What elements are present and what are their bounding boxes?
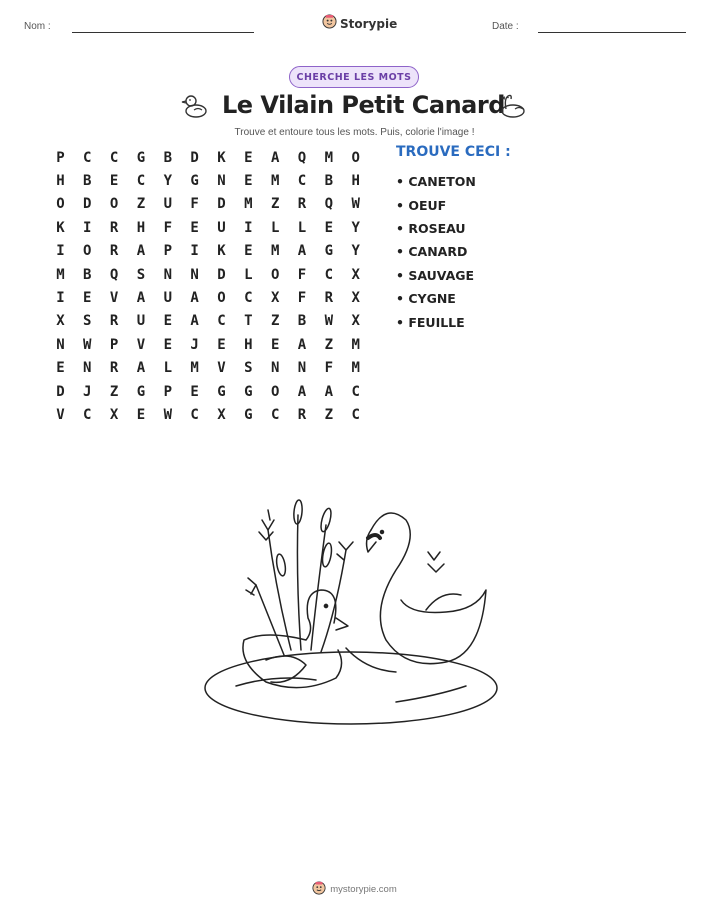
brand-logo — [322, 14, 397, 33]
grid-cell[interactable]: S — [83, 313, 92, 330]
grid-cell[interactable]: G — [324, 243, 334, 260]
grid-cell[interactable]: M — [56, 266, 65, 283]
grid-cell[interactable]: F — [190, 196, 199, 213]
grid-cell[interactable]: N — [270, 360, 280, 377]
grid-cell[interactable]: L — [270, 219, 280, 236]
duck-icon — [498, 91, 528, 125]
grid-cell[interactable]: E — [217, 336, 226, 353]
grid-cell[interactable]: X — [217, 406, 226, 423]
grid-cell[interactable]: N — [297, 360, 307, 377]
grid-cell[interactable]: W — [83, 336, 92, 353]
word-list-item: • SAUVAGE — [396, 267, 475, 283]
grid-cell[interactable]: J — [83, 383, 92, 400]
grid-cell[interactable]: E — [109, 173, 119, 190]
grid-cell[interactable]: Z — [270, 313, 280, 330]
grid-cell[interactable]: B — [324, 173, 334, 190]
grid-cell[interactable]: R — [297, 196, 307, 213]
grid-cell[interactable]: O — [217, 290, 226, 307]
storypie-logo-icon — [322, 14, 337, 33]
grid-cell[interactable]: O — [270, 383, 280, 400]
wordlist-title: TROUVE CECI : — [396, 144, 511, 160]
grid-row — [47, 403, 369, 426]
grid-cell[interactable]: C — [83, 406, 92, 423]
grid-row — [47, 263, 369, 286]
grid-cell[interactable]: S — [244, 360, 253, 377]
grid-cell[interactable]: E — [83, 290, 92, 307]
grid-cell[interactable]: R — [109, 360, 119, 377]
grid-cell[interactable]: K — [217, 149, 226, 166]
grid-cell[interactable]: D — [190, 149, 199, 166]
grid-cell[interactable]: S — [136, 266, 146, 283]
grid-cell[interactable]: C — [351, 406, 360, 423]
grid-cell[interactable]: F — [324, 360, 334, 377]
grid-row — [47, 357, 369, 380]
grid-cell[interactable]: U — [136, 313, 146, 330]
grid-cell[interactable]: A — [297, 336, 307, 353]
grid-cell[interactable]: G — [244, 406, 253, 423]
grid-row — [47, 146, 369, 169]
word-list — [396, 170, 476, 334]
grid-cell[interactable]: H — [351, 173, 360, 190]
grid-cell[interactable]: E — [244, 243, 253, 260]
grid-cell[interactable]: C — [351, 383, 360, 400]
grid-row — [47, 380, 369, 403]
grid-row — [47, 169, 369, 192]
grid-cell[interactable]: M — [270, 173, 280, 190]
grid-cell[interactable]: D — [217, 266, 226, 283]
date-field-line — [538, 32, 686, 33]
grid-cell[interactable]: A — [190, 313, 199, 330]
grid-cell[interactable]: C — [324, 266, 334, 283]
grid-cell[interactable]: O — [109, 196, 119, 213]
grid-cell[interactable]: A — [136, 243, 146, 260]
grid-cell[interactable]: C — [297, 173, 307, 190]
word-list-item: • CYGNE — [396, 291, 456, 307]
title-row — [0, 91, 709, 127]
grid-cell[interactable]: M — [324, 149, 334, 166]
grid-cell[interactable]: X — [351, 266, 360, 283]
grid-cell[interactable]: P — [56, 149, 65, 166]
grid-cell[interactable]: B — [83, 173, 92, 190]
grid-cell[interactable]: A — [297, 383, 307, 400]
grid-cell[interactable]: H — [56, 173, 65, 190]
grid-cell[interactable]: E — [136, 406, 146, 423]
footer — [0, 880, 709, 899]
grid-cell[interactable]: E — [163, 336, 173, 353]
name-label: Nom : — [24, 21, 51, 32]
grid-cell[interactable]: G — [136, 149, 146, 166]
grid-cell[interactable]: R — [109, 313, 119, 330]
date-label: Date : — [492, 21, 519, 32]
grid-cell[interactable]: F — [297, 290, 307, 307]
grid-cell[interactable]: M — [351, 336, 360, 353]
grid-cell[interactable]: I — [190, 243, 199, 260]
grid-cell[interactable]: I — [56, 243, 65, 260]
grid-cell[interactable]: B — [163, 149, 173, 166]
activity-badge: CHERCHE LES MOTS — [289, 66, 419, 88]
grid-cell[interactable]: N — [190, 266, 199, 283]
grid-cell[interactable]: L — [163, 360, 173, 377]
worksheet-header — [0, 14, 709, 40]
grid-cell[interactable]: W — [324, 313, 334, 330]
grid-cell[interactable]: C — [270, 406, 280, 423]
grid-cell[interactable]: E — [244, 173, 253, 190]
grid-cell[interactable]: O — [83, 243, 92, 260]
grid-cell[interactable]: N — [56, 336, 65, 353]
grid-cell[interactable]: B — [297, 313, 307, 330]
grid-cell[interactable]: A — [136, 360, 146, 377]
grid-cell[interactable]: E — [163, 313, 173, 330]
grid-row — [47, 333, 369, 356]
grid-cell[interactable]: C — [217, 313, 226, 330]
grid-cell[interactable]: M — [351, 360, 360, 377]
grid-cell[interactable]: W — [163, 406, 173, 423]
storypie-logo-icon — [312, 880, 326, 899]
grid-cell[interactable]: Z — [324, 336, 334, 353]
grid-cell[interactable]: M — [244, 196, 253, 213]
grid-cell[interactable]: E — [270, 336, 280, 353]
grid-cell[interactable]: Y — [351, 219, 360, 236]
grid-row — [47, 286, 369, 309]
grid-cell[interactable]: Z — [136, 196, 146, 213]
grid-cell[interactable]: Z — [270, 196, 280, 213]
grid-cell[interactable]: I — [244, 219, 253, 236]
grid-cell[interactable]: Z — [109, 383, 119, 400]
grid-cell[interactable]: Z — [324, 406, 334, 423]
grid-cell[interactable]: R — [109, 243, 119, 260]
grid-cell[interactable]: A — [190, 290, 199, 307]
grid-cell[interactable]: C — [190, 406, 199, 423]
word-list-item: • CANETON — [396, 174, 476, 190]
instructions: Trouve et entoure tous les mots. Puis, colorie l'image ! — [234, 127, 475, 138]
grid-cell[interactable]: O — [270, 266, 280, 283]
grid-cell[interactable]: E — [244, 149, 253, 166]
grid-cell[interactable]: V — [217, 360, 226, 377]
grid-cell[interactable]: Q — [297, 149, 307, 166]
word-search-grid — [47, 146, 369, 427]
page-title: Le Vilain Petit Canard — [222, 91, 505, 119]
grid-cell[interactable]: H — [244, 336, 253, 353]
grid-cell[interactable]: K — [56, 219, 65, 236]
grid-cell[interactable]: I — [56, 290, 65, 307]
grid-cell[interactable]: W — [351, 196, 360, 213]
grid-cell[interactable]: V — [109, 290, 119, 307]
grid-cell[interactable]: C — [109, 149, 119, 166]
grid-cell[interactable]: C — [244, 290, 253, 307]
grid-cell[interactable]: R — [297, 406, 307, 423]
grid-cell[interactable]: X — [56, 313, 65, 330]
duckling-icon — [180, 91, 210, 125]
grid-cell[interactable]: Q — [109, 266, 119, 283]
grid-cell[interactable]: O — [56, 196, 65, 213]
grid-cell[interactable]: P — [163, 243, 173, 260]
grid-cell[interactable]: P — [109, 336, 119, 353]
grid-cell[interactable]: Y — [163, 173, 173, 190]
grid-row — [47, 240, 369, 263]
grid-cell[interactable]: X — [270, 290, 280, 307]
grid-cell[interactable]: U — [163, 196, 173, 213]
grid-cell[interactable]: F — [163, 219, 173, 236]
grid-cell[interactable]: A — [324, 383, 334, 400]
word-list-item: • CANARD — [396, 244, 468, 260]
grid-cell[interactable]: M — [270, 243, 280, 260]
grid-cell[interactable]: L — [297, 219, 307, 236]
grid-cell[interactable]: J — [190, 336, 199, 353]
brand-name: Storypie — [340, 16, 398, 31]
grid-cell[interactable]: K — [217, 243, 226, 260]
grid-cell[interactable]: L — [244, 266, 253, 283]
grid-cell[interactable]: G — [217, 383, 226, 400]
word-list-item: • OEUF — [396, 197, 447, 213]
grid-cell[interactable]: T — [244, 313, 253, 330]
grid-cell[interactable]: M — [190, 360, 199, 377]
grid-cell[interactable]: C — [136, 173, 146, 190]
grid-cell[interactable]: C — [83, 149, 92, 166]
grid-cell[interactable]: N — [83, 360, 92, 377]
grid-cell[interactable]: D — [217, 196, 226, 213]
grid-cell[interactable]: U — [163, 290, 173, 307]
grid-cell[interactable]: X — [351, 290, 360, 307]
grid-row — [47, 216, 369, 239]
grid-cell[interactable]: D — [83, 196, 92, 213]
grid-cell[interactable]: E — [56, 360, 65, 377]
grid-cell[interactable]: Q — [324, 196, 334, 213]
grid-cell[interactable]: N — [163, 266, 173, 283]
grid-cell[interactable]: R — [109, 219, 119, 236]
grid-cell[interactable]: E — [324, 219, 334, 236]
grid-cell[interactable]: X — [109, 406, 119, 423]
grid-cell[interactable]: Y — [351, 243, 360, 260]
grid-cell[interactable]: O — [351, 149, 360, 166]
grid-cell[interactable]: E — [190, 219, 199, 236]
grid-cell[interactable]: F — [297, 266, 307, 283]
grid-cell[interactable]: A — [270, 149, 280, 166]
grid-cell[interactable]: G — [190, 173, 199, 190]
grid-cell[interactable]: D — [56, 383, 65, 400]
grid-cell[interactable]: A — [297, 243, 307, 260]
grid-cell[interactable]: V — [136, 336, 146, 353]
grid-cell[interactable]: R — [324, 290, 334, 307]
footer-link[interactable]: mystorypie.com — [330, 884, 397, 895]
word-list-item: • FEUILLE — [396, 314, 465, 330]
grid-cell[interactable]: A — [136, 290, 146, 307]
grid-cell[interactable]: N — [217, 173, 226, 190]
grid-cell[interactable]: X — [351, 313, 360, 330]
grid-cell[interactable]: B — [83, 266, 92, 283]
grid-cell[interactable]: G — [244, 383, 253, 400]
grid-row — [47, 193, 369, 216]
grid-cell[interactable]: I — [83, 219, 92, 236]
grid-cell[interactable]: U — [217, 219, 226, 236]
grid-row — [47, 310, 369, 333]
grid-cell[interactable]: E — [190, 383, 199, 400]
grid-cell[interactable]: P — [163, 383, 173, 400]
grid-cell[interactable]: V — [56, 406, 65, 423]
swan-and-duckling-coloring-icon — [196, 490, 516, 734]
grid-cell[interactable]: H — [136, 219, 146, 236]
word-list-item: • ROSEAU — [396, 220, 466, 236]
name-field-line — [72, 32, 254, 33]
grid-cell[interactable]: G — [136, 383, 146, 400]
